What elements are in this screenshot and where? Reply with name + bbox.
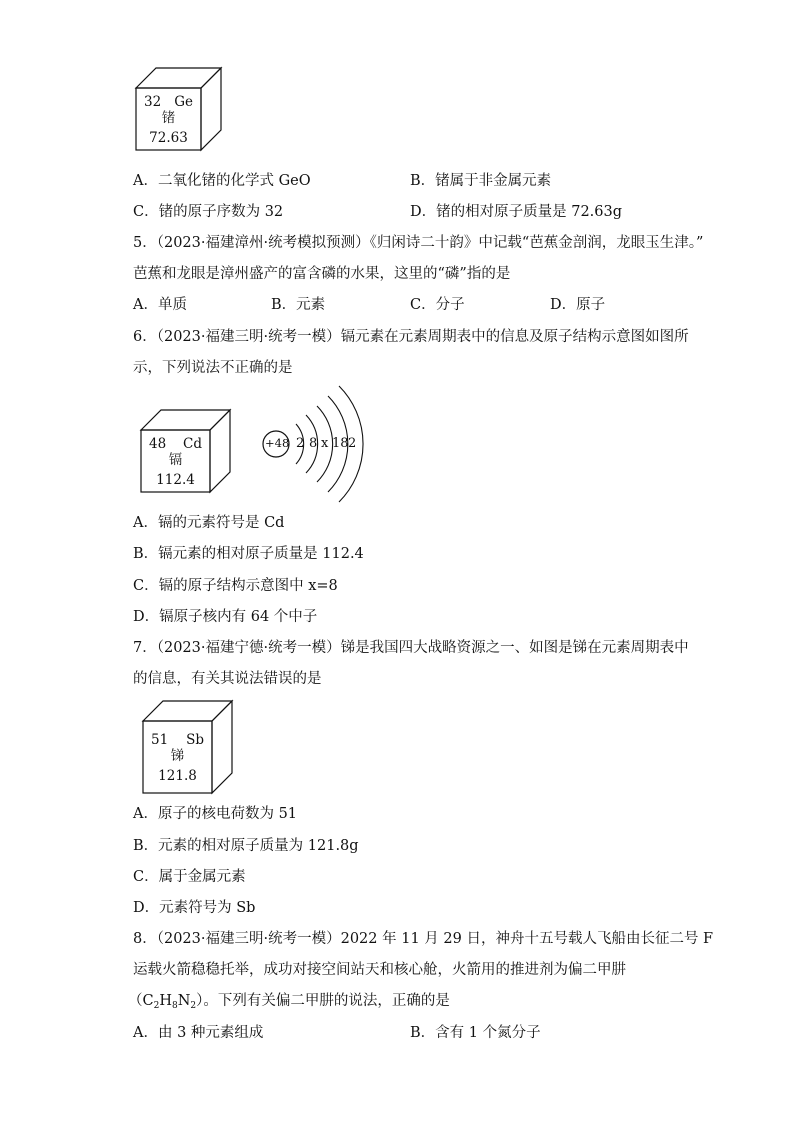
q8-option-row [133,1023,541,1043]
q5-option-d: D．原子 [550,297,606,313]
q5-option-b: B．元素 [271,297,326,313]
q6-option-c: C．镉的原子结构示意图中 x=8 [133,578,338,594]
shell-4-electrons: 18 [332,436,349,451]
q6-stem-line-1: 6．（2023·福建三明·统考一模）镉元素在元素周期表中的信息及原子结构示意图如图所 [133,329,689,345]
q8-option-b: B．含有 1 个氮分子 [410,1025,541,1041]
q8-stem-line-3 [128,991,450,1016]
shell-5-electrons: 2 [348,436,357,451]
formula-sub-n: 2 [190,1001,197,1011]
q6-option-b: B．镉元素的相对原子质量是 112.4 [133,546,364,562]
q7-option-c: C．属于金属元素 [133,869,246,885]
nucleus-charge: +48 [265,436,290,450]
q4-option-c: C．锗的原子序数为 32 [133,204,284,220]
q7-option-d: D．元素符号为 Sb [133,900,256,916]
element-symbol: Sb [186,732,204,748]
q6-option-d: D．镉原子核内有 64 个中子 [133,609,318,625]
q6-stem-line-2: 示，下列说法不正确的是 [133,360,293,376]
q5-stem-line-1: 5．（2023·福建漳州·统考模拟预测）《归闲诗二十韵》中记载“芭蕉金剖润，龙眼玉生津。” [133,235,704,251]
atomic-mass: 121.8 [158,768,197,784]
q7-stem-line-1: 7．（2023·福建宁德·统考一模）锑是我国四大战略资源之一、如图是锑在元素周期表中 [133,640,689,656]
sb-element-cube [141,699,235,795]
atomic-number: 51 [151,732,169,748]
q6-option-a: A．镉的元素符号是 Cd [133,515,285,531]
q4-option-row-2 [133,202,623,222]
q5-option-c: C．分子 [410,297,465,313]
q4-option-d: D．锗的相对原子质量是 72.63g [410,204,623,220]
q8-stem-line-2: 运载火箭稳稳托举，成功对接空间站天和核心舱，火箭用的推进剂为偏二甲肼 [133,962,626,978]
atomic-mass: 72.63 [149,130,188,146]
shell-1-electrons: 2 [296,436,305,451]
element-name: 锗 [161,110,176,126]
element-name: 锑 [170,748,185,764]
atomic-number: 32 [144,94,162,110]
element-symbol: Ge [174,94,193,110]
q5-options-row [133,295,613,315]
cd-atom-structure-diagram [262,384,372,504]
formula-sub-h: 8 [172,1001,178,1011]
q8-stem-line-1: 8．（2023·福建三明·统考一模）2022 年 11 月 29 日，神舟十五号载人飞船由长征二号 F [133,931,714,947]
formula-close-text: ）。下列有关偏二甲肼的说法，正确的是 [196,993,450,1009]
q4-option-a: A．二氧化锗的化学式 GeO [133,173,311,189]
cd-element-cube [139,408,233,494]
q5-stem-line-2: 芭蕉和龙眼是漳州盛产的富含磷的水果，这里的“磷”指的是 [133,266,511,282]
element-name: 镉 [168,452,183,468]
atomic-number: 48 [149,436,167,452]
q4-option-b: B．锗属于非金属元素 [410,173,552,189]
formula-h: H [159,993,172,1009]
q8-option-a: A．由 3 种元素组成 [133,1025,264,1041]
q5-option-a: A．单质 [133,297,187,313]
shell-2-electrons: 8 [309,436,318,451]
atomic-mass: 112.4 [156,472,195,488]
formula-open: （C [128,993,154,1009]
q4-option-row-1 [133,171,552,191]
q7-option-a: A．原子的核电荷数为 51 [133,806,298,822]
shell-3-electrons: x [321,436,329,451]
formula-sub-c: 2 [153,1001,160,1011]
element-symbol: Cd [183,436,202,452]
ge-element-cube [134,66,224,152]
q7-option-b: B．元素的相对原子质量为 121.8g [133,838,359,854]
q7-stem-line-2: 的信息，有关其说法错误的是 [133,671,322,687]
formula-n: N [177,993,191,1009]
